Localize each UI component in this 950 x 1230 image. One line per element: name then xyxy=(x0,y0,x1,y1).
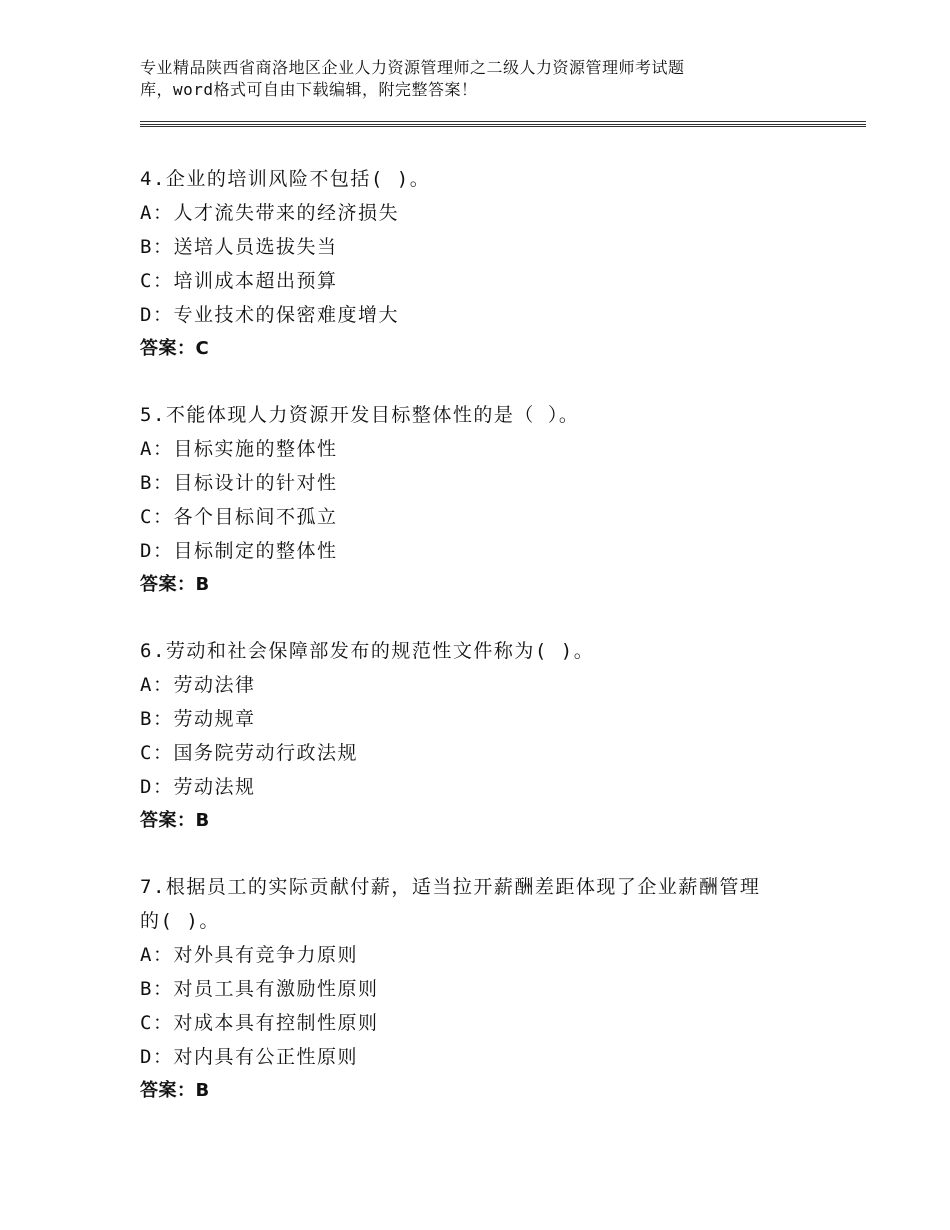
option-b: B：目标设计的针对性 xyxy=(140,472,338,494)
option-c: C：国务院劳动行政法规 xyxy=(140,742,358,764)
option-a: A：劳动法律 xyxy=(140,674,256,696)
header-divider-line xyxy=(140,124,866,125)
question-title: 6.劳动和社会保障部发布的规范性文件称为( )。 xyxy=(140,640,595,662)
option-b: B：劳动规章 xyxy=(140,708,256,730)
option-d: D：专业技术的保密难度增大 xyxy=(140,304,399,326)
option-a: A：目标实施的整体性 xyxy=(140,438,338,460)
answer-label: 答案：C xyxy=(140,338,210,359)
option-d: D：对内具有公正性原则 xyxy=(140,1046,358,1068)
question-title-continued: 的( )。 xyxy=(140,910,220,932)
option-d: D：劳动法规 xyxy=(140,776,256,798)
question-title: 7.根据员工的实际贡献付薪，适当拉开薪酬差距体现了企业薪酬管理 xyxy=(140,876,761,898)
question-5 xyxy=(140,398,840,602)
document-header xyxy=(140,57,830,101)
question-6 xyxy=(140,634,840,838)
question-title: 5.不能体现人力资源开发目标整体性的是（ ）。 xyxy=(140,404,580,426)
option-d: D：目标制定的整体性 xyxy=(140,540,338,562)
answer-label: 答案：B xyxy=(140,810,210,831)
header-divider-line xyxy=(140,121,866,122)
option-c: C：对成本具有控制性原则 xyxy=(140,1012,379,1034)
header-line-1: 专业精品陕西省商洛地区企业人力资源管理师之二级人力资源管理师考试题 xyxy=(140,58,685,77)
option-b: B：对员工具有激励性原则 xyxy=(140,978,379,1000)
option-b: B：送培人员选拔失当 xyxy=(140,236,338,258)
question-title: 4.企业的培训风险不包括( )。 xyxy=(140,168,431,190)
option-a: A：人才流失带来的经济损失 xyxy=(140,202,399,224)
header-divider-line xyxy=(140,126,866,127)
option-c: C：培训成本超出预算 xyxy=(140,270,338,292)
question-list xyxy=(140,162,840,1140)
question-7 xyxy=(140,870,840,1108)
answer-label: 答案：B xyxy=(140,574,210,595)
question-4 xyxy=(140,162,840,366)
option-a: A：对外具有竞争力原则 xyxy=(140,944,358,966)
header-line-2: 库，word格式可自由下载编辑，附完整答案！ xyxy=(140,80,478,99)
option-c: C：各个目标间不孤立 xyxy=(140,506,338,528)
answer-label: 答案：B xyxy=(140,1080,210,1101)
